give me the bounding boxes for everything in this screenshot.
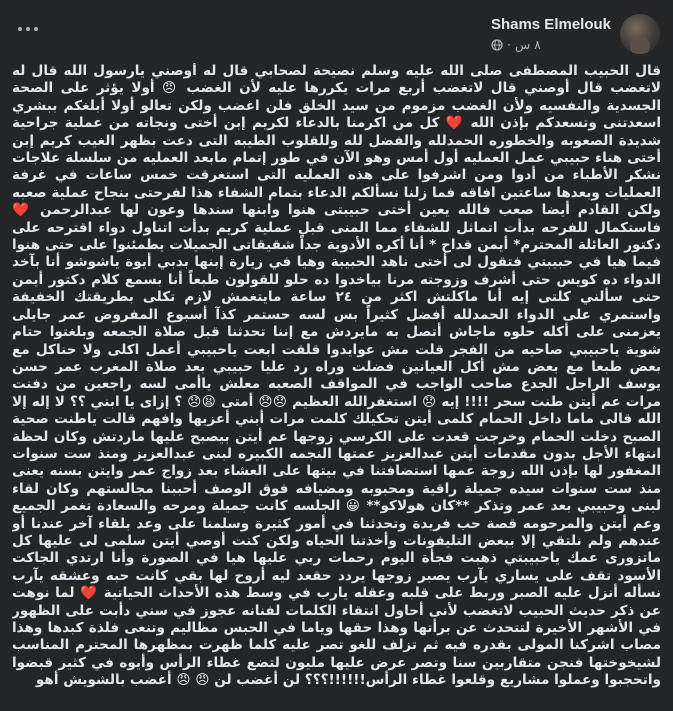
- post-body-text: قال الحبيب المصطفى صلى الله عليه وسلم نصيحة لصحابي قال له أوصني يارسول الله قال له لاتغضب قال أوصني قال لاتغضب أربع مرات يكررها عليه لأن الغضب 😠 أولا يؤثر على الصحة الجسدية والنفسيه ولأن الغضب مزموم من سيد الخلق فلن اغضب ولكن تعالو أولا أبلغكم ببشري اسعدتنى وتسعدكم بإذن الله ❤️ كل من اكرمنا بالدعاء لكريم إبن أختى ونجاته من عملية جراحية شديدة الصعوبه والخطوره الحمدلله والفضل لله وللقلوب الطيبه التى دعت بظهر الغيب كريم إبن أختى هناء حبيبي عمل العمليه أول أمس وهو الآن في طور إتمام مابعد العمليه من سلسلة علاجات نشكر الأطباء من أدوا ومن اشرفوا على هذه العمليه التى استغرقت خمس ساعات في غرفة العمليات وبعدها ساعتين افاقه فما زلنا نسألكم الدعاء بتمام الشفاء هذا لفرحتى بنجاح عملية صعبه ولكن القادم أيضا صعب فالله يعين أختى حبيبتى هنوا وابنها سندها وعون لها عبدالرحمن ❤️ فاستكمال للفرحه بدأت اتماثل للشفاء مما المنى قبل عملية كريم بدأت اتناول دواء اقترحه على دكتور العائلة المحترم* أيمن قداح * أنا أكره الأدوية جداً شقيقاتى الجميلات يطمئنوا على حتى هنوا فيما هيا في حبيبتي فتقول لى أختى ناهد الحبيبة وهيا في زيارة إبنها بدبي أيوة ياشوشو أنا بآخد الدواء ده كويس حتى أشرف وزوجته مرنا بياخدوا ده حلو للقولون طبعاً أنا بسمع كلام دكتور أيمن حتى سألني كلتى إيه أنا ماكلتش اكثر من ٢٤ ساعة مايتغمش لازم تكلى بطريقتك الخفيفة واستمري على الدواء الحمدلله أفضل كثيراً بس لسه حستمر كذآ أسبوع المفروض عمر جايلى يعزمنى على أكله حلوه ماجاش أتصل به مايردش مع إننا تحدثنا قبل صلاة الجمعه وبلغتوا حتام شوية ياحبيبي صاحيه من الفجر قلت مش عوايدوا قلقت ابعت ياحبيبي أعمل اكلى ولا حناكل مع بعض طبعا مع بعض مش أكل العيانين فضلت وراه رد عليا حبيبي بعد صلاة المغرب عمر حسن يوسف الراجل الجدع صاحب الواجب في المواقف الصعبه معلش ياأمى لسه راجعين من دفنت مرات عم أيتن طنت سحر !!!! إيه 😞 استغفرالله العظيم 😞😞 أمتى 😫😞 ؟ إزاى يا ابني ؟؟ لا إله إلا الله قالى ماما داخل الحمام كلمى أيتن تحكيلك كلمت مرات أبني أعزيها وافهم قالت ياطنت صحية الصبح دخلت الحمام وخرجت قعدت على الكرسي زوجها عم أيتن بيصبح عليها ماردتش وكان لحظة انتهاء الأجل بدون مقدمات أيتن عبدالعزيز عمتها النجمه الكبيره لبنى عبدالعزيز ومنذ ست سنوات المغفور لها بإذن الله زوجة عمها استضافتنا في بيتها على العشاء بعد زواج عمر وايتن بسنه يعنى منذ ست سنوات سيده جميلة راقية ومحبوبه ومضيافه فوق الوصف أحببنا مجالستهم وكان لقاء لبنى وحبيبي بعد عمر وتذكر **كان هولاكو** 😀 الجلسه كانت جميلة ومرحه والسعادة تغمر الجميع وعم أيتن والمرحومه قصة حب فريدة وتحدثنا في أمور كثيرة وسلمنا على وعد بلقاء آخر عندنا أو عندهم ولم نلتقي إلا ببعض التليفونات وأخذتنا الحياه ولكن كنت أوصي أيتن سلمى لى عليها كل ماتزورى عمك ياحبيبتي ذهبت فجأة اليوم رحمات ربي عليها هيا في الصورة وأنا ارتدي الجاكت الأسود تقف على يساري يآرب يصبر زوجها يردد حقعد ليه أروح لها بقي كانت حبه وعشقه يآرب نسأله أنزل عليه الصبر وربط على قلبه وعقله يارب في وسط هذه الأحداث الحياتية ❤️ لما نوهت عن ذكر حديث الحبيب لاتغضب لأنى أحاول انتقاء الكلمات لفنانه عجوز في سني دأبت على الظهور في الأشهر الأخيرة لتتحدث عن برأتها وهذا حقها وياما في الحبس مظاليم وتنعى فلذة كبدها وهذا مصاب اشركنا المولى بقدره فيه ثم تزلف للغو تصر عليه كلما ظهرت بمظهرها المحترم المناسب لشيخوختها فنجن متقاربين سنا وتصر عرض عليها مليون لتضع غطاء الرأس وأيوه في كثير قبضوا واتحجبوا وعملوا مشاريع وقلعوا غطاء الرأس!!!!!!؟؟؟ لن أغضب لن 😠 😠 أغضب بالشويش أهو: [12, 63, 661, 689]
- avatar[interactable]: [620, 14, 660, 54]
- author-block: [491, 16, 611, 52]
- more-options-icon[interactable]: [14, 18, 42, 40]
- separator-dot: ·: [506, 37, 511, 52]
- post-header: [0, 12, 673, 58]
- post-time[interactable]: ٨ س: [514, 37, 541, 52]
- author-name[interactable]: Shams Elmelouk: [490, 16, 611, 33]
- post-meta: [491, 37, 611, 52]
- globe-icon[interactable]: [491, 39, 503, 51]
